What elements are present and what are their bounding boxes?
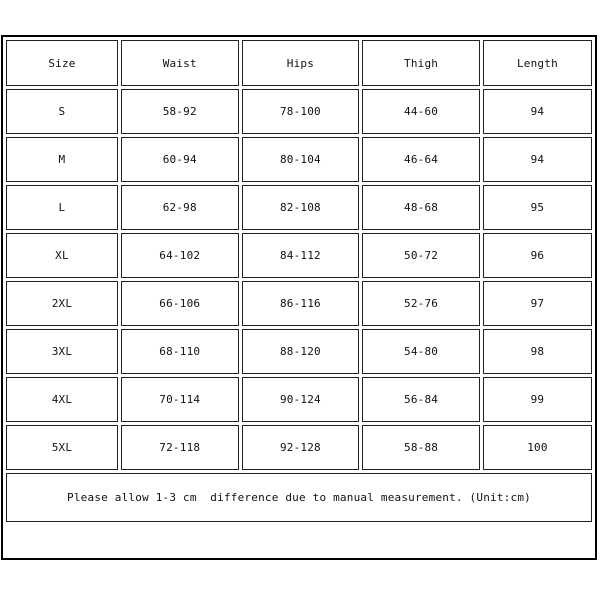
header-size: Size	[6, 40, 118, 86]
cell-hips: 92-128	[242, 425, 360, 470]
measurement-note: Please allow 1-3 cm difference due to manual measurement. (Unit:cm)	[6, 473, 592, 522]
table-row	[6, 89, 592, 134]
size-chart	[1, 35, 597, 560]
cell-size: XL	[6, 233, 118, 278]
cell-hips: 90-124	[242, 377, 360, 422]
cell-hips: 88-120	[242, 329, 360, 374]
table-row	[6, 185, 592, 230]
size-table	[3, 37, 595, 473]
cell-hips: 84-112	[242, 233, 360, 278]
cell-length: 99	[483, 377, 592, 422]
cell-size: 5XL	[6, 425, 118, 470]
cell-length: 94	[483, 89, 592, 134]
cell-thigh: 50-72	[362, 233, 480, 278]
header-length: Length	[483, 40, 592, 86]
table-row	[6, 377, 592, 422]
cell-size: S	[6, 89, 118, 134]
cell-hips: 86-116	[242, 281, 360, 326]
cell-waist: 72-118	[121, 425, 239, 470]
cell-waist: 58-92	[121, 89, 239, 134]
header-hips: Hips	[242, 40, 360, 86]
cell-hips: 80-104	[242, 137, 360, 182]
table-row	[6, 233, 592, 278]
cell-length: 98	[483, 329, 592, 374]
cell-thigh: 46-64	[362, 137, 480, 182]
header-row	[6, 40, 592, 86]
cell-thigh: 52-76	[362, 281, 480, 326]
cell-length: 94	[483, 137, 592, 182]
cell-length: 100	[483, 425, 592, 470]
cell-waist: 64-102	[121, 233, 239, 278]
cell-thigh: 44-60	[362, 89, 480, 134]
cell-size: L	[6, 185, 118, 230]
cell-waist: 70-114	[121, 377, 239, 422]
table-row	[6, 281, 592, 326]
cell-thigh: 54-80	[362, 329, 480, 374]
table-row	[6, 329, 592, 374]
cell-thigh: 48-68	[362, 185, 480, 230]
cell-length: 97	[483, 281, 592, 326]
cell-waist: 66-106	[121, 281, 239, 326]
cell-size: M	[6, 137, 118, 182]
cell-size: 4XL	[6, 377, 118, 422]
cell-thigh: 56-84	[362, 377, 480, 422]
cell-waist: 60-94	[121, 137, 239, 182]
cell-hips: 78-100	[242, 89, 360, 134]
cell-size: 2XL	[6, 281, 118, 326]
cell-thigh: 58-88	[362, 425, 480, 470]
cell-waist: 62-98	[121, 185, 239, 230]
cell-length: 95	[483, 185, 592, 230]
cell-hips: 82-108	[242, 185, 360, 230]
cell-waist: 68-110	[121, 329, 239, 374]
header-waist: Waist	[121, 40, 239, 86]
table-row	[6, 137, 592, 182]
header-thigh: Thigh	[362, 40, 480, 86]
cell-size: 3XL	[6, 329, 118, 374]
cell-length: 96	[483, 233, 592, 278]
table-row	[6, 425, 592, 470]
